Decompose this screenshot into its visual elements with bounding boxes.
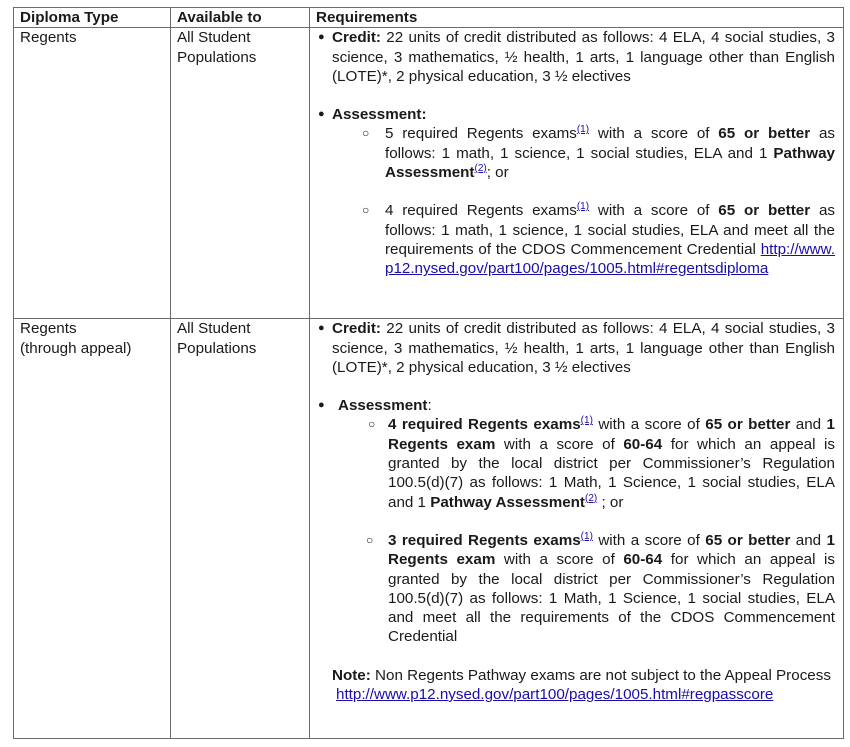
regpasscore-link[interactable]: http://www.p12.nysed.gov/part100/pages/1005.html#regpasscore <box>336 686 774 704</box>
diploma-type-cell <box>14 28 171 319</box>
footnote-1-link[interactable]: (1) <box>576 201 590 213</box>
table-row <box>14 28 844 319</box>
diploma-type: Regents <box>20 29 77 47</box>
appeal-note <box>316 666 835 705</box>
assessment-option: ○ 4 required Regents exams$^{(1)}$ with a score of 65 or better and 1 Regents exam with a score of 60-64 for which an appeal is granted by the local district per Commissioner’s Regulation 100.5(d)(7) as follows: 1 Math, 1 Science, 1 social studies, ELA and 1 Pathway Assessment$^{(2)}$ ; or <box>368 415 836 511</box>
table-row <box>14 319 844 739</box>
footnote-1-link[interactable]: (1) <box>580 530 593 542</box>
assessment-option: ○ 3 required Regents exams$^{(1)}$ with a score of 65 or better and 1 Regents exam with a score of 60-64 for which an appeal is granted by the local district per Commissioner’s Regulation 100.5(d)(7) as follows: 1 Math, 1 Science, 1 social studies, ELA and meet all the requirements of the CDOS Commencement Credential <box>366 530 836 646</box>
table-header-row <box>14 8 844 28</box>
assessment-option: ○ 4 required Regents exams$^{(1)}$ with a score of 65 or better as follows: 1 math, 1 science, 1 social studies, ELA and meet all the requirements of the CDOS Commencement Credential http://www.p12.nysed.gov/part100/pages/1005.html#regentsdiploma <box>362 201 835 278</box>
bullet-icon: ● <box>318 31 325 44</box>
regents-diploma-link[interactable]: http://www.p12.nysed.gov/part100/pages/1005.html#regentsdiploma <box>385 240 835 278</box>
credit-item <box>316 319 835 377</box>
credit-label: Credit: <box>332 320 381 338</box>
assessment-item: ● Assessment: <box>318 397 432 415</box>
assessment-item: ● Assessment: <box>318 106 427 124</box>
credit-text: 22 units of credit distributed as follows: 4 ELA, 4 social studies, 3 science, 3 mathematics, ½ health, 1 arts, 1 language other than English (LOTE)*, 2 physical education, 3 ½ electives <box>332 29 835 85</box>
header-requirements: Requirements <box>310 8 844 28</box>
footnote-1-link[interactable]: (1) <box>580 415 593 427</box>
diploma-type-cell <box>14 319 171 739</box>
requirements-cell <box>310 28 844 319</box>
available-to-cell <box>171 28 310 319</box>
sub-bullet-icon: ○ <box>362 203 370 218</box>
credit-text: 22 units of credit distributed as follows: 4 ELA, 4 social studies, 3 science, 3 mathematics, ½ health, 1 arts, 1 language other than English (LOTE)*, 2 physical education, 3 ½ electives <box>332 320 835 376</box>
diploma-type-subtitle: (through appeal) <box>20 339 132 357</box>
diploma-requirements-table <box>13 7 844 739</box>
available-to-cell <box>171 319 310 739</box>
header-available-to: Available to <box>171 8 310 28</box>
credit-item <box>316 28 835 86</box>
sub-bullet-icon: ○ <box>362 126 370 141</box>
bullet-icon: ● <box>318 108 325 121</box>
bullet-icon: ● <box>318 399 325 412</box>
bullet-icon: ● <box>318 322 325 335</box>
available-to: All Student Populations <box>177 29 257 66</box>
diploma-type: Regents <box>20 320 77 338</box>
footnote-2-link[interactable]: (2) <box>585 492 598 504</box>
assessment-label: Assessment <box>338 397 428 415</box>
header-diploma-type: Diploma Type <box>14 8 171 28</box>
note-label: Note: <box>332 666 371 684</box>
requirements-cell <box>310 319 844 739</box>
sub-bullet-icon: ○ <box>366 532 374 547</box>
assessment-option: ○ 5 required Regents exams$^{(1)}$ with a score of 65 or better as follows: 1 math, 1 science, 1 social studies, ELA and 1 Pathway Assessment$^{(2)}$; or <box>362 124 835 182</box>
footnote-1-link[interactable]: (1) <box>576 124 590 136</box>
assessment-label: Assessment <box>332 106 422 124</box>
note-text: Non Regents Pathway exams are not subject to the Appeal Process <box>370 666 831 684</box>
sub-bullet-icon: ○ <box>368 417 376 432</box>
credit-label: Credit: <box>332 29 381 47</box>
footnote-2-link[interactable]: (2) <box>474 163 487 175</box>
available-to: All Student Populations <box>177 320 257 357</box>
